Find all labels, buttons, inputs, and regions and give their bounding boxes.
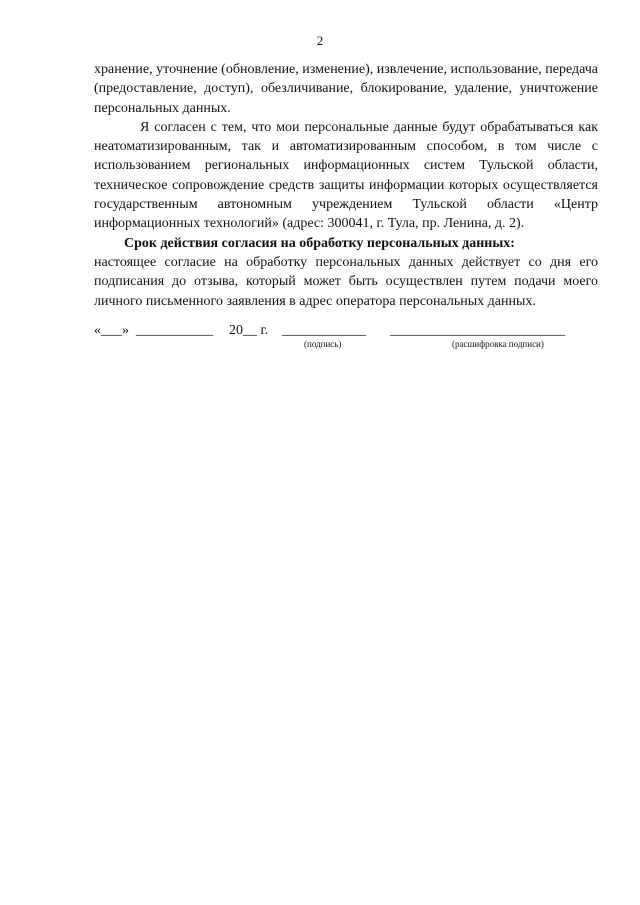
paragraph-processing-methods: Я согласен с тем, что мои персональные данные будут обрабатываться как неатоматизированным, так и автоматизированным способом, в том числе с использованием региональных информационных систем Тульской области, техническое сопровождение средств защиты информации которых осуществляется государственным автономным учреждением Тульской области «Центр информационных технологий» (адрес: 300041, г. Тула, пр. Ленина, д. 2). <box>94 119 598 232</box>
signature-line <box>94 321 594 341</box>
signature-caption: (подпись) <box>304 339 342 349</box>
signature-field: ____________ <box>282 323 366 338</box>
page-number: 2 <box>316 33 324 48</box>
date-month-field: ___________ <box>136 323 213 338</box>
date-year-field: 20__ г. <box>229 323 269 338</box>
name-decoding-caption: (расшифровка подписи) <box>452 339 544 349</box>
date-day-field: «___» <box>94 323 129 338</box>
name-decoding-field: _________________________ <box>390 323 565 338</box>
paragraph-consent-term: настоящее согласие на обработку персональных данных действует со дня его подписания до отзыва, который может быть осуществлен путем подачи моего личного письменного заявления в адрес оператора персональных данных. <box>94 254 598 309</box>
document-body <box>94 60 598 311</box>
paragraph-processing-actions: хранение, уточнение (обновление, изменение), извлечение, использование, передача (предоставление, доступ), обезличивание, блокирование, удаление, уничтожение персональных данных. <box>94 62 598 116</box>
consent-term-heading: Срок действия согласия на обработку персональных данных: <box>124 235 515 251</box>
